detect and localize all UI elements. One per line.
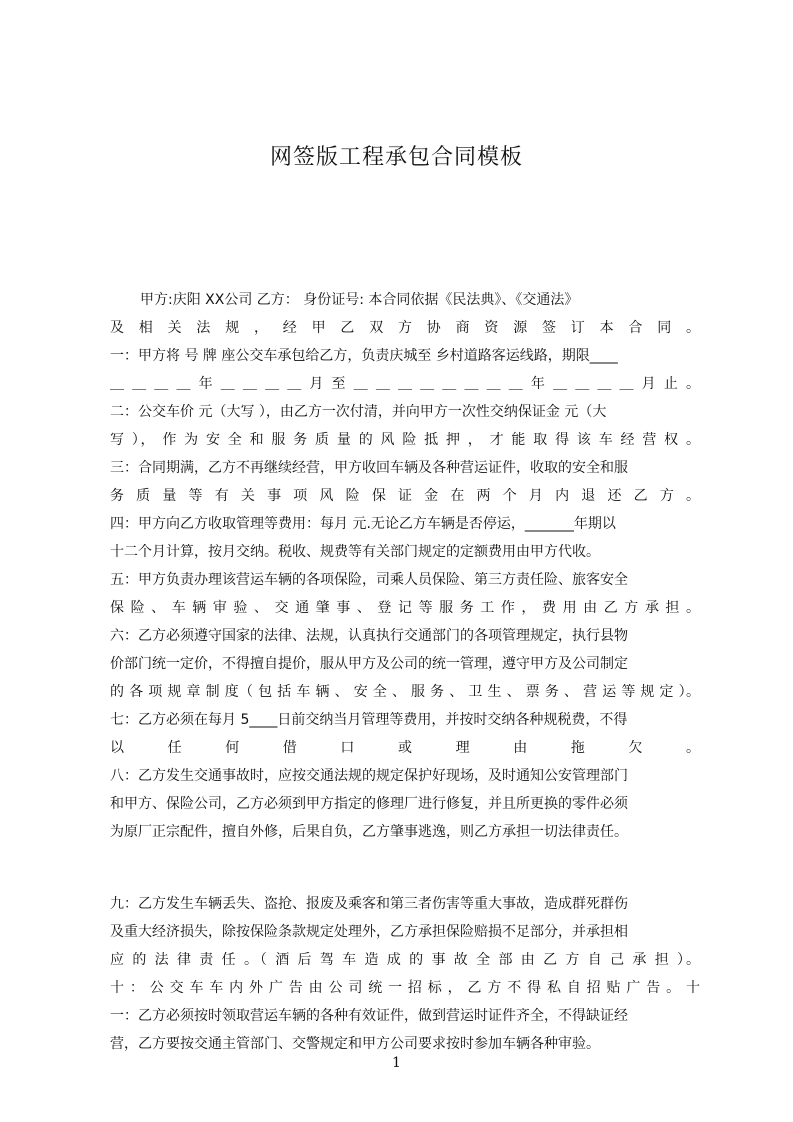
blank-line	[110, 846, 700, 890]
body-line: 及 相 关 法 规 ， 经 甲 乙 双 方 协 商 资 源 签 订 本 合 同 。	[110, 320, 700, 336]
body-line: 二：公交车价 元（大写 ），由乙方一次付清，并向甲方一次性交纳保证金 元（大	[110, 404, 607, 420]
body-line: 写 ）， 作 为 安 全 和 服 务 质 量 的 风 险 抵 押 ， 才 能 取 得 该 车 经 营 权 。	[110, 432, 700, 448]
body-line: 七：乙方必须在每月 5____日前交纳当月管理等费用，并按时交纳各种规税费，不得	[110, 712, 628, 728]
body-line: 价部门统一定价，不得擅自提价，服从甲方及公司的统一管理，遵守甲方及公司制定	[110, 656, 628, 672]
body-line: 甲方:庆阳 XX公司 乙方： 身份证号: 本合同依据《民法典》、《交通法》	[140, 292, 579, 308]
body-line: 务 质 量 等 有 关 事 项 风 险 保 证 金 在 两 个 月 内 退 还 乙 方 。	[110, 488, 700, 504]
body-line: 营，乙方要按交通主管部门、交警规定和甲方公司要求按时参加车辆各种审验。	[110, 1036, 600, 1052]
body-line: 五：甲方负责办理该营运车辆的各项保险，司乘人员保险、第三方责任险、旅客安全	[110, 572, 628, 588]
body-line: 八：乙方发生交通事故时，应按交通法规的规定保护好现场，及时通知公安管理部门	[110, 768, 628, 784]
body-line: 三：合同期满，乙方不再继续经营，甲方收回车辆及各种营运证件，收取的安全和服	[110, 460, 628, 476]
body-line: 十 ： 公 交 车 车 内 外 广 告 由 公 司 统 一 招 标 ， 乙 方 不 得 私 自 招 贴 广 告 。 十	[110, 980, 700, 996]
body-line: 应 的 法 律 责 任 。（ 酒 后 驾 车 造 成 的 事 故 全 部 由 乙 方 自 己 承 担 ）。	[110, 952, 700, 968]
body-line: 六：乙方必须遵守国家的法律、法规，认真执行交通部门的各项管理规定，执行县物	[110, 628, 628, 644]
page-number: 1	[392, 1055, 401, 1071]
body-line: 和甲方、保险公司，乙方必须到甲方指定的修理厂进行修复，并且所更换的零件必须	[110, 796, 628, 812]
body-line: 一：乙方必须按时领取营运车辆的各种有效证件，做到营运时证件齐全，不得缺证经	[110, 1008, 628, 1024]
body-line: 四：甲方向乙方收取管理等费用：每月 元.无论乙方车辆是否停运，_______年期以	[110, 516, 616, 532]
body-line: 一：甲方将 号 牌 座公交车承包给乙方，负责庆城至 乡村道路客运线路，期限____	[110, 348, 618, 364]
body-line: 保 险 、 车 辆 审 验 、 交 通 肇 事 、 登 记 等 服 务 工 作 ， 费 用 由 乙 方 承 担 。	[110, 600, 700, 616]
document-title: 网签版工程承包合同模板	[269, 145, 523, 170]
body-line: 九：乙方发生车辆丢失、盗抢、报废及乘客和第三者伤害等重大事故，造成群死群伤	[110, 896, 628, 912]
body-line: 十二个月计算，按月交纳。税收、规费等有关部门规定的定额费用由甲方代收。	[110, 544, 600, 560]
body-line: 以 任 何 借 口 或 理 由 拖 欠 。	[110, 740, 700, 756]
body-line: 为原厂正宗配件，擅自外修，后果自负，乙方肇事逃逸，则乙方承担一切法律责任。	[110, 824, 628, 840]
body-line: ＿ ＿ ＿ ＿ 年 ＿ ＿ ＿ ＿ 月 至 ＿ ＿ ＿ ＿ ＿ ＿ ＿ ＿ 年 ＿ ＿ ＿ ＿ 月 止 。	[110, 376, 700, 392]
body-line: 的 各 项 规 章 制 度（ 包 括 车 辆 、 安 全 、 服 务 、 卫 生 、 票 务 、 营 运 等 规 定 ）。	[110, 684, 700, 700]
body-line: 及重大经济损失，除按保险条款规定处理外，乙方承担保险赔损不足部分，并承担相	[110, 924, 628, 940]
contract-body	[110, 286, 700, 1058]
